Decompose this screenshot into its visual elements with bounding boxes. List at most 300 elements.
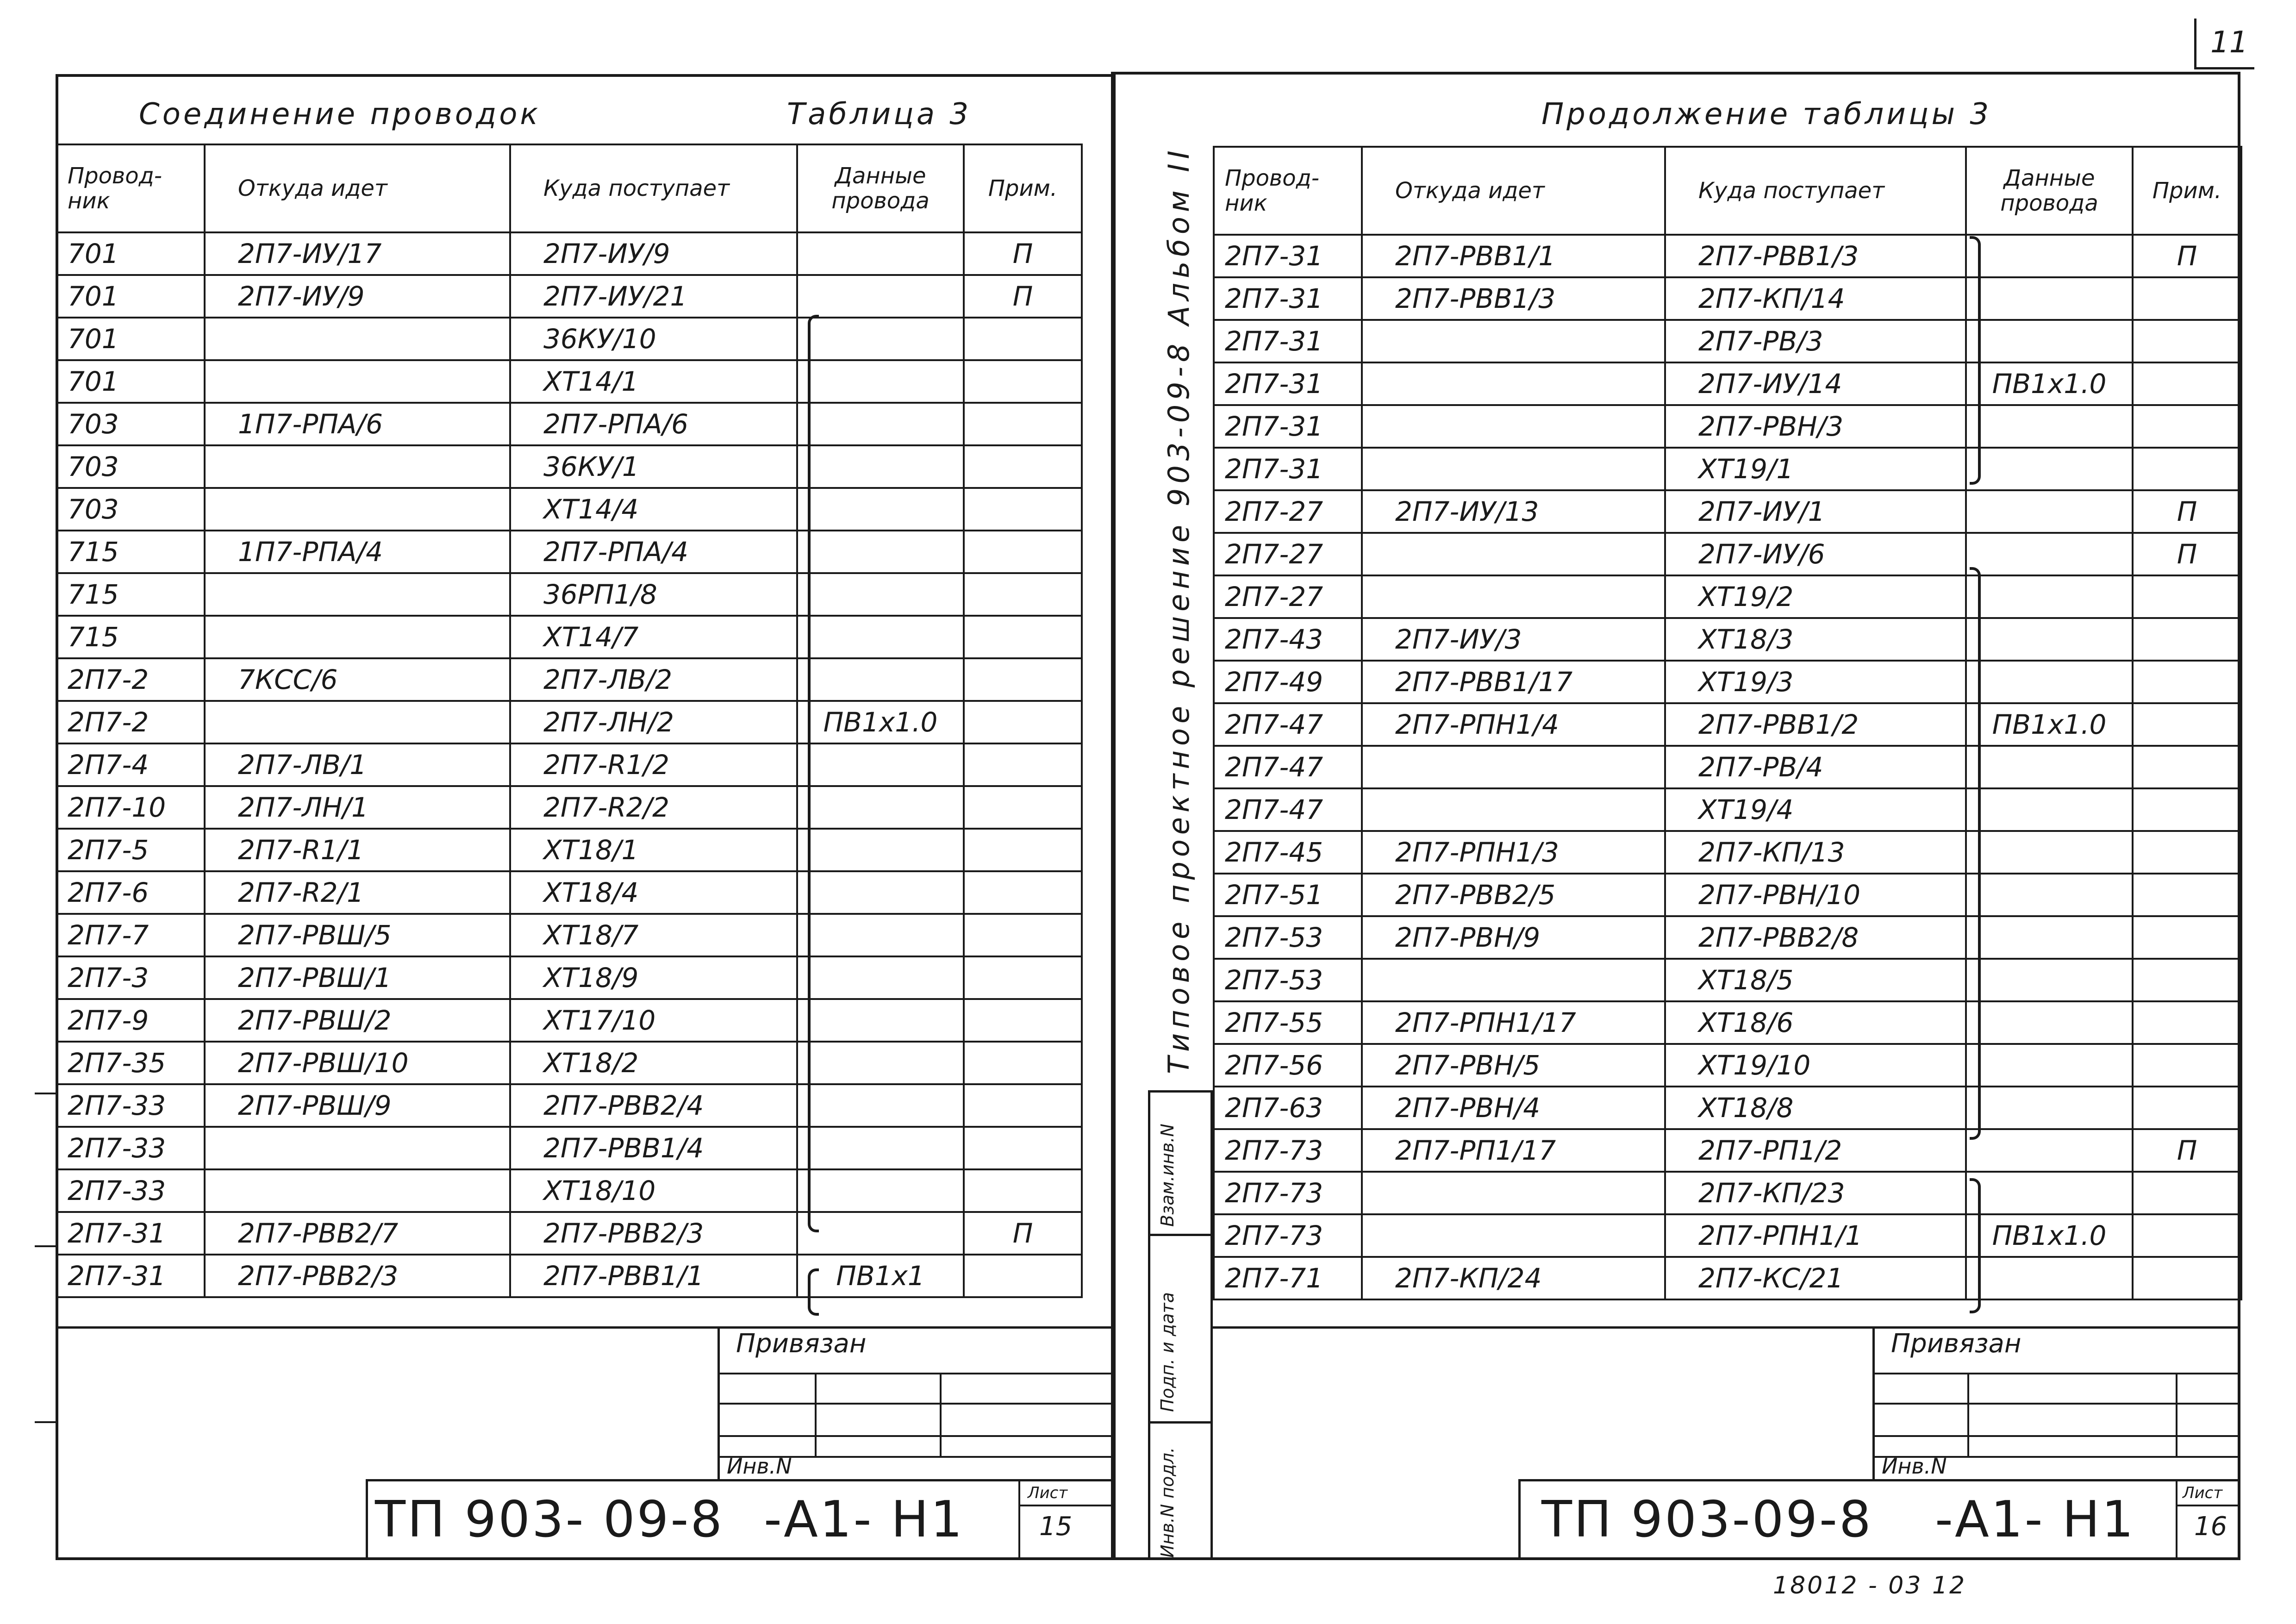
cell-wire: 2П7-31 bbox=[1214, 320, 1362, 362]
footer-code: 18012 - 03 12 bbox=[1773, 1572, 1967, 1599]
cell-note: П bbox=[964, 232, 1082, 275]
cell-wire-data bbox=[1966, 1129, 2133, 1172]
cell-wire-data: ПВ1х1 bbox=[797, 1255, 964, 1297]
left-sheet-number: 15 bbox=[1039, 1512, 1073, 1542]
cell-wire-data bbox=[797, 531, 964, 573]
cell-to: 36КУ/1 bbox=[510, 445, 797, 488]
cell-from bbox=[205, 318, 510, 360]
cell-wire-data bbox=[797, 956, 964, 999]
cell-wire-data bbox=[797, 360, 964, 403]
cell-wire: 715 bbox=[56, 531, 205, 573]
table-row bbox=[56, 1042, 1082, 1084]
cell-to: 2П7-РВВ2/4 bbox=[510, 1084, 797, 1127]
cell-from bbox=[205, 488, 510, 531]
cell-from: 2П7-РВН/5 bbox=[1362, 1044, 1665, 1087]
table-row bbox=[56, 275, 1082, 318]
cell-from: 2П7-РПН1/17 bbox=[1362, 1001, 1665, 1044]
cell-wire: 2П7-73 bbox=[1214, 1129, 1362, 1172]
cell-to: 36РП1/8 bbox=[510, 573, 797, 616]
side-stamp-label: Подп. и дата bbox=[1157, 1292, 1178, 1412]
cell-wire: 2П7-27 bbox=[1214, 490, 1362, 533]
table-row bbox=[1214, 916, 2241, 959]
table-row bbox=[56, 829, 1082, 871]
cell-note bbox=[964, 786, 1082, 829]
cell-wire: 715 bbox=[56, 616, 205, 658]
cell-note bbox=[964, 573, 1082, 616]
cell-wire: 2П7-7 bbox=[56, 914, 205, 956]
cell-wire-data bbox=[1966, 1001, 2133, 1044]
cell-wire-data: ПВ1х1.0 bbox=[1966, 1214, 2133, 1257]
cell-to: XT17/10 bbox=[510, 999, 797, 1042]
cell-wire-data bbox=[1966, 661, 2133, 703]
cell-from: 2П7-R1/1 bbox=[205, 829, 510, 871]
left-doc-suffix: -А1- Н1 bbox=[764, 1491, 964, 1549]
left-doc-code: ТП 903- 09-8 bbox=[375, 1491, 724, 1549]
cell-wire: 2П7-3 bbox=[56, 956, 205, 999]
cell-from: 2П7-ИУ/17 bbox=[205, 232, 510, 275]
table-row bbox=[56, 616, 1082, 658]
cell-to: XT14/1 bbox=[510, 360, 797, 403]
cell-from: 2П7-РПН1/3 bbox=[1362, 831, 1665, 874]
cell-to: 2П7-ИУ/6 bbox=[1665, 533, 1966, 575]
cell-note: П bbox=[964, 275, 1082, 318]
left-table-label: Таблица 3 bbox=[787, 97, 972, 131]
cell-wire: 701 bbox=[56, 275, 205, 318]
cell-wire: 715 bbox=[56, 573, 205, 616]
cell-from bbox=[1362, 362, 1665, 405]
table-row bbox=[1214, 448, 2241, 490]
cell-wire: 2П7-71 bbox=[1214, 1257, 1362, 1299]
cell-wire-data bbox=[1966, 1087, 2133, 1129]
right-sheet-label: Лист bbox=[2183, 1484, 2223, 1502]
table-row bbox=[56, 488, 1082, 531]
cell-note bbox=[964, 658, 1082, 701]
cell-wire-data bbox=[797, 914, 964, 956]
table-row bbox=[56, 786, 1082, 829]
table-row bbox=[1214, 320, 2241, 362]
cell-to: 2П7-РВ/4 bbox=[1665, 746, 1966, 788]
left-inv-label: Инв.N bbox=[727, 1454, 792, 1479]
table-row bbox=[56, 999, 1082, 1042]
cell-from: 2П7-ЛН/1 bbox=[205, 786, 510, 829]
cell-wire-data bbox=[1966, 1257, 2133, 1299]
cell-wire: 2П7-56 bbox=[1214, 1044, 1362, 1087]
cell-wire-data bbox=[1966, 874, 2133, 916]
cell-to: 2П7-ЛВ/2 bbox=[510, 658, 797, 701]
cell-to: XT18/9 bbox=[510, 956, 797, 999]
table-row bbox=[56, 1169, 1082, 1212]
table-row bbox=[56, 1255, 1082, 1297]
cell-wire-data bbox=[797, 1212, 964, 1255]
cell-note bbox=[964, 403, 1082, 445]
cell-to: XT19/3 bbox=[1665, 661, 1966, 703]
cell-wire: 2П7-2 bbox=[56, 658, 205, 701]
table-row bbox=[1214, 1001, 2241, 1044]
cell-to: XT18/3 bbox=[1665, 618, 1966, 661]
table-row bbox=[1214, 746, 2241, 788]
cell-to: XT18/6 bbox=[1665, 1001, 1966, 1044]
cell-wire-data bbox=[1966, 618, 2133, 661]
column-header: Данные провода bbox=[1966, 147, 2133, 235]
table-row bbox=[1214, 1172, 2241, 1214]
cell-note bbox=[2133, 874, 2241, 916]
cell-note: П bbox=[2133, 533, 2241, 575]
table-row bbox=[1214, 575, 2241, 618]
cell-to: 2П7-ИУ/1 bbox=[1665, 490, 1966, 533]
cell-wire-data bbox=[797, 829, 964, 871]
cell-to: XT18/8 bbox=[1665, 1087, 1966, 1129]
cell-from bbox=[205, 616, 510, 658]
left-sheet-label: Лист bbox=[1028, 1484, 1068, 1502]
cell-wire: 2П7-51 bbox=[1214, 874, 1362, 916]
cell-to: 2П7-РВН/3 bbox=[1665, 405, 1966, 448]
table-row bbox=[56, 658, 1082, 701]
cell-wire: 2П7-73 bbox=[1214, 1172, 1362, 1214]
cell-note bbox=[964, 871, 1082, 914]
cell-to: 2П7-КП/13 bbox=[1665, 831, 1966, 874]
cell-from: 2П7-РВШ/1 bbox=[205, 956, 510, 999]
cell-note bbox=[964, 488, 1082, 531]
cell-from bbox=[1362, 959, 1665, 1001]
cell-wire-data bbox=[1966, 1044, 2133, 1087]
cell-wire-data bbox=[797, 318, 964, 360]
cell-from: 2П7-РВВ1/1 bbox=[1362, 235, 1665, 277]
cell-wire-data: ПВ1х1.0 bbox=[1966, 703, 2133, 746]
cell-note: П bbox=[2133, 235, 2241, 277]
cell-to: XT18/7 bbox=[510, 914, 797, 956]
cell-from: 2П7-РВН/4 bbox=[1362, 1087, 1665, 1129]
brace-right-group-2 bbox=[1970, 567, 1981, 1140]
cell-wire-data bbox=[797, 1042, 964, 1084]
cell-wire: 2П7-5 bbox=[56, 829, 205, 871]
table-row bbox=[1214, 1214, 2241, 1257]
cell-wire: 2П7-6 bbox=[56, 871, 205, 914]
cell-note bbox=[2133, 661, 2241, 703]
cell-from: 2П7-РВВ2/3 bbox=[205, 1255, 510, 1297]
table-row bbox=[1214, 1129, 2241, 1172]
cell-note bbox=[2133, 448, 2241, 490]
cell-from bbox=[205, 701, 510, 743]
cell-note bbox=[2133, 405, 2241, 448]
cell-note bbox=[2133, 1001, 2241, 1044]
cell-wire: 703 bbox=[56, 488, 205, 531]
cell-note bbox=[964, 445, 1082, 488]
cell-wire-data: ПВ1х1.0 bbox=[1966, 362, 2133, 405]
left-title: Соединение проводок bbox=[139, 97, 541, 131]
table-row bbox=[1214, 831, 2241, 874]
cell-to: 2П7-РПН1/1 bbox=[1665, 1214, 1966, 1257]
cell-wire: 2П7-53 bbox=[1214, 959, 1362, 1001]
left-privyazan: Привязан bbox=[736, 1329, 867, 1359]
cell-wire: 701 bbox=[56, 318, 205, 360]
cell-wire-data bbox=[1966, 746, 2133, 788]
cell-wire-data bbox=[797, 1127, 964, 1169]
column-header: Откуда идет bbox=[1362, 147, 1665, 235]
column-header: Данные провода bbox=[797, 144, 964, 232]
cell-to: XT19/10 bbox=[1665, 1044, 1966, 1087]
cell-from: 2П7-РП1/17 bbox=[1362, 1129, 1665, 1172]
cell-to: XT14/4 bbox=[510, 488, 797, 531]
cell-wire-data bbox=[1966, 575, 2133, 618]
cell-from: 2П7-РВВ2/7 bbox=[205, 1212, 510, 1255]
cell-to: 2П7-R2/2 bbox=[510, 786, 797, 829]
cell-note bbox=[2133, 831, 2241, 874]
cell-wire: 2П7-31 bbox=[1214, 405, 1362, 448]
cell-wire: 2П7-45 bbox=[1214, 831, 1362, 874]
cell-note: П bbox=[2133, 490, 2241, 533]
cell-wire-data bbox=[1966, 533, 2133, 575]
brace-right-group-1 bbox=[1970, 236, 1981, 485]
cell-wire-data bbox=[797, 786, 964, 829]
brace-left-group-1 bbox=[808, 315, 819, 1232]
cell-wire: 2П7-31 bbox=[56, 1212, 205, 1255]
brace-left-group-2 bbox=[808, 1268, 819, 1316]
table-row bbox=[1214, 490, 2241, 533]
cell-wire-data: ПВ1х1.0 bbox=[797, 701, 964, 743]
table-row bbox=[1214, 788, 2241, 831]
cell-from: 2П7-ИУ/9 bbox=[205, 275, 510, 318]
cell-note bbox=[2133, 362, 2241, 405]
cell-to: 2П7-КП/23 bbox=[1665, 1172, 1966, 1214]
right-doc-code: ТП 903-09-8 bbox=[1541, 1491, 1873, 1549]
cell-from bbox=[1362, 533, 1665, 575]
cell-to: XT18/2 bbox=[510, 1042, 797, 1084]
cell-wire: 2П7-47 bbox=[1214, 703, 1362, 746]
cell-from: 2П7-РВВ1/17 bbox=[1362, 661, 1665, 703]
table-row bbox=[56, 914, 1082, 956]
left-table bbox=[56, 144, 1083, 1298]
table-row bbox=[56, 232, 1082, 275]
right-inv-label: Инв.N bbox=[1882, 1454, 1947, 1479]
table-row bbox=[1214, 1044, 2241, 1087]
cell-wire: 2П7-27 bbox=[1214, 575, 1362, 618]
column-header: Провод-ник bbox=[56, 144, 205, 232]
cell-wire-data bbox=[797, 573, 964, 616]
side-stamp-label: Взам.инв.N bbox=[1157, 1124, 1178, 1227]
table-row bbox=[1214, 362, 2241, 405]
table-header bbox=[1214, 147, 2241, 235]
cell-note bbox=[964, 616, 1082, 658]
cell-wire-data bbox=[1966, 448, 2133, 490]
cell-wire-data bbox=[797, 275, 964, 318]
cell-wire: 2П7-47 bbox=[1214, 746, 1362, 788]
cell-from: 7КСС/6 bbox=[205, 658, 510, 701]
cell-note bbox=[2133, 788, 2241, 831]
table-row bbox=[56, 573, 1082, 616]
cell-note bbox=[964, 701, 1082, 743]
cell-wire: 2П7-31 bbox=[1214, 235, 1362, 277]
column-header: Прим. bbox=[964, 144, 1082, 232]
cell-note bbox=[964, 1042, 1082, 1084]
cell-note bbox=[964, 999, 1082, 1042]
cell-note bbox=[964, 1169, 1082, 1212]
column-header: Прим. bbox=[2133, 147, 2241, 235]
cell-to: 2П7-РВВ1/4 bbox=[510, 1127, 797, 1169]
cell-from bbox=[205, 360, 510, 403]
cell-to: 2П7-ЛН/2 bbox=[510, 701, 797, 743]
cell-wire: 2П7-31 bbox=[1214, 277, 1362, 320]
cell-wire-data bbox=[1966, 405, 2133, 448]
table-header bbox=[56, 144, 1082, 232]
table-row bbox=[1214, 1257, 2241, 1299]
cell-wire: 701 bbox=[56, 232, 205, 275]
cell-from bbox=[1362, 575, 1665, 618]
table-row bbox=[1214, 874, 2241, 916]
cell-from: 2П7-РВШ/10 bbox=[205, 1042, 510, 1084]
cell-to: 2П7-РВВ2/3 bbox=[510, 1212, 797, 1255]
cell-wire: 2П7-47 bbox=[1214, 788, 1362, 831]
cell-wire-data bbox=[1966, 320, 2133, 362]
cell-to: XT18/5 bbox=[1665, 959, 1966, 1001]
cell-note bbox=[2133, 1172, 2241, 1214]
cell-wire: 2П7-33 bbox=[56, 1127, 205, 1169]
cell-note bbox=[2133, 1087, 2241, 1129]
cell-wire-data bbox=[797, 232, 964, 275]
cell-note bbox=[2133, 320, 2241, 362]
table-row bbox=[56, 1127, 1082, 1169]
cell-from: 2П7-КП/24 bbox=[1362, 1257, 1665, 1299]
cell-to: XT19/2 bbox=[1665, 575, 1966, 618]
cell-to: XT18/10 bbox=[510, 1169, 797, 1212]
cell-wire: 2П7-35 bbox=[56, 1042, 205, 1084]
cell-wire: 2П7-31 bbox=[1214, 362, 1362, 405]
cell-wire: 2П7-73 bbox=[1214, 1214, 1362, 1257]
right-privyazan: Привязан bbox=[1891, 1329, 2021, 1359]
cell-to: XT18/4 bbox=[510, 871, 797, 914]
cell-note bbox=[2133, 916, 2241, 959]
cell-wire: 2П7-33 bbox=[56, 1084, 205, 1127]
column-header: Куда поступает bbox=[1665, 147, 1966, 235]
cell-to: 2П7-РВ/3 bbox=[1665, 320, 1966, 362]
cell-note bbox=[964, 1084, 1082, 1127]
cell-wire: 2П7-33 bbox=[56, 1169, 205, 1212]
cell-wire: 703 bbox=[56, 445, 205, 488]
table-row bbox=[1214, 277, 2241, 320]
table-row bbox=[56, 1084, 1082, 1127]
cell-to: 2П7-РВВ1/2 bbox=[1665, 703, 1966, 746]
table-row bbox=[1214, 533, 2241, 575]
cell-wire-data bbox=[1966, 1172, 2133, 1214]
cell-wire-data bbox=[797, 658, 964, 701]
cell-wire-data bbox=[797, 743, 964, 786]
cell-from bbox=[205, 1127, 510, 1169]
cell-wire: 2П7-4 bbox=[56, 743, 205, 786]
cell-wire-data bbox=[1966, 277, 2133, 320]
cell-wire-data bbox=[1966, 788, 2133, 831]
cell-to: 2П7-ИУ/21 bbox=[510, 275, 797, 318]
table-row bbox=[1214, 618, 2241, 661]
cell-wire-data bbox=[797, 488, 964, 531]
cell-note bbox=[2133, 1257, 2241, 1299]
cell-note: П bbox=[964, 1212, 1082, 1255]
cell-to: 2П7-РВВ1/3 bbox=[1665, 235, 1966, 277]
cell-to: 2П7-РВВ1/1 bbox=[510, 1255, 797, 1297]
table-row bbox=[56, 531, 1082, 573]
cell-from bbox=[205, 573, 510, 616]
cell-wire: 2П7-2 bbox=[56, 701, 205, 743]
cell-note bbox=[964, 743, 1082, 786]
cell-from: 1П7-РПА/4 bbox=[205, 531, 510, 573]
cell-wire-data bbox=[797, 1084, 964, 1127]
cell-wire-data bbox=[1966, 490, 2133, 533]
cell-to: 2П7-КП/14 bbox=[1665, 277, 1966, 320]
cell-note bbox=[2133, 277, 2241, 320]
table-row bbox=[1214, 703, 2241, 746]
right-table bbox=[1213, 146, 2242, 1300]
cell-from: 2П7-РВН/9 bbox=[1362, 916, 1665, 959]
cell-note bbox=[2133, 959, 2241, 1001]
cell-note bbox=[964, 956, 1082, 999]
right-title: Продолжение таблицы 3 bbox=[1541, 97, 1992, 131]
cell-wire: 2П7-49 bbox=[1214, 661, 1362, 703]
cell-wire: 2П7-53 bbox=[1214, 916, 1362, 959]
table-row bbox=[1214, 1087, 2241, 1129]
cell-wire: 2П7-10 bbox=[56, 786, 205, 829]
cell-to: 2П7-РПА/6 bbox=[510, 403, 797, 445]
cell-wire: 703 bbox=[56, 403, 205, 445]
cell-to: 2П7-РПА/4 bbox=[510, 531, 797, 573]
cell-from bbox=[1362, 405, 1665, 448]
table-row bbox=[56, 956, 1082, 999]
cell-from: 2П7-ИУ/3 bbox=[1362, 618, 1665, 661]
table-row bbox=[56, 318, 1082, 360]
cell-wire: 2П7-55 bbox=[1214, 1001, 1362, 1044]
column-header: Провод-ник bbox=[1214, 147, 1362, 235]
cell-wire: 2П7-43 bbox=[1214, 618, 1362, 661]
side-title: Типовое проектное решение 903-09-8 Альбом II bbox=[1162, 146, 1196, 1074]
cell-note bbox=[2133, 1044, 2241, 1087]
cell-wire: 2П7-27 bbox=[1214, 533, 1362, 575]
right-doc-suffix: -А1- Н1 bbox=[1935, 1491, 2135, 1549]
cell-from bbox=[1362, 746, 1665, 788]
table-row bbox=[1214, 959, 2241, 1001]
cell-from bbox=[205, 445, 510, 488]
table-row bbox=[56, 743, 1082, 786]
column-header: Куда поступает bbox=[510, 144, 797, 232]
cell-to: XT18/1 bbox=[510, 829, 797, 871]
cell-from: 2П7-РВВ1/3 bbox=[1362, 277, 1665, 320]
cell-from bbox=[1362, 320, 1665, 362]
cell-to: 2П7-РВВ2/8 bbox=[1665, 916, 1966, 959]
cell-from: 2П7-РПН1/4 bbox=[1362, 703, 1665, 746]
cell-to: 2П7-КС/21 bbox=[1665, 1257, 1966, 1299]
cell-from: 2П7-РВВ2/5 bbox=[1362, 874, 1665, 916]
side-stamp-label: Инв.N подл. bbox=[1157, 1447, 1178, 1558]
cell-note bbox=[964, 1127, 1082, 1169]
cell-from bbox=[205, 1169, 510, 1212]
brace-right-group-3 bbox=[1970, 1178, 1981, 1313]
cell-to: 36КУ/10 bbox=[510, 318, 797, 360]
cell-wire-data bbox=[797, 871, 964, 914]
cell-to: 2П7-РП1/2 bbox=[1665, 1129, 1966, 1172]
cell-note bbox=[964, 1255, 1082, 1297]
cell-from: 2П7-РВШ/9 bbox=[205, 1084, 510, 1127]
cell-from: 2П7-R2/1 bbox=[205, 871, 510, 914]
cell-note bbox=[2133, 575, 2241, 618]
cell-wire-data bbox=[797, 1169, 964, 1212]
cell-wire: 701 bbox=[56, 360, 205, 403]
cell-to: 2П7-R1/2 bbox=[510, 743, 797, 786]
cell-wire-data bbox=[797, 999, 964, 1042]
table-row bbox=[56, 403, 1082, 445]
cell-note bbox=[2133, 746, 2241, 788]
cell-to: XT19/4 bbox=[1665, 788, 1966, 831]
cell-from: 2П7-РВШ/5 bbox=[205, 914, 510, 956]
cell-note bbox=[964, 318, 1082, 360]
table-row bbox=[56, 701, 1082, 743]
cell-from bbox=[1362, 788, 1665, 831]
cell-wire-data bbox=[1966, 959, 2133, 1001]
